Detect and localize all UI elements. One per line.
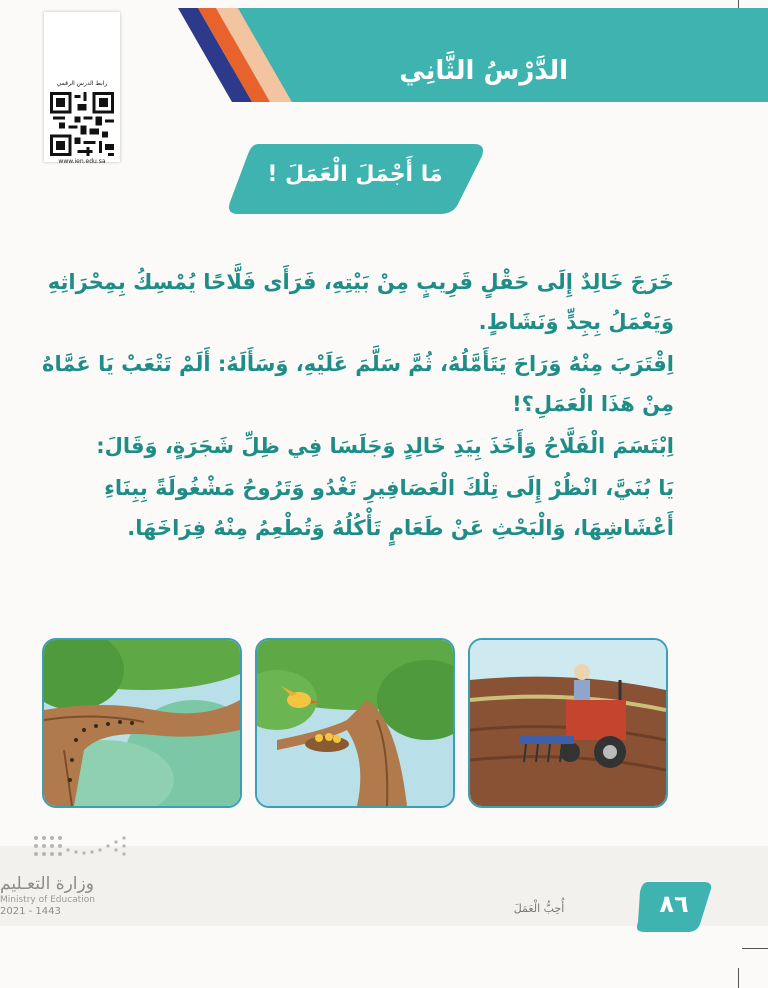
header-stripes — [168, 8, 348, 102]
story-paragraph: اِقْتَرَبَ مِنْهُ وَرَاحَ يَتَأَمَّلُهُ، ثُمَّ سَلَّمَ عَلَيْهِ، وَسَأَلَهُ: أَلَمْ تَتْعَبْ يَا عَمَّاهُ مِنْ هَذَا الْعَمَلِ؟! — [42, 352, 674, 416]
bird-nest-illustration — [257, 640, 453, 806]
story-paragraph: خَرَجَ خَالِدٌ إِلَى حَقْلٍ قَرِيبٍ مِنْ بَيْتِهِ، فَرَأَى فَلَّاحًا يُمْسِكُ بِمِحْرَاثِهِ وَيَعْمَلُ بِجِدٍّ وَنَشَاطٍ. — [47, 270, 674, 334]
book-name: أُحِبُّ الْعَمَلَ — [513, 902, 565, 915]
picture-ants-on-tree — [42, 638, 242, 808]
qr-card[interactable] — [44, 12, 120, 165]
page-number: ٨٦ — [659, 890, 689, 918]
story-paragraph: اِبْتَسَمَ الْفَلَّاحُ وَأَخَذَ بِيَدِ خَالِدٍ وَجَلَسَا فِي ظِلِّ شَجَرَةٍ، وَقَالَ: — [96, 434, 674, 458]
story-paragraph: يَا بُنَيَّ، انْظُرْ إِلَى تِلْكَ الْعَصَافِيرِ تَغْدُو وَتَرُوحُ مَشْغُولَةً بِبِنَاءِ أَعْشَاشِهَا، وَالْبَحْثِ عَنْ طَعَامٍ تَأْكُلُهُ وَتُطْعِمُ مِنْهُ فِرَاخَهَا. — [104, 476, 674, 540]
story-title: مَا أَجْمَلَ الْعَمَلَ ! — [267, 162, 443, 187]
lesson-title: الدَّرْسُ الثَّانِي — [399, 56, 568, 86]
edition-year: 2021 - 1443 — [0, 906, 61, 917]
qr-caption: رابط الدرس الرقمي — [56, 80, 108, 87]
qr-code-icon[interactable] — [50, 92, 114, 156]
crop-mark — [742, 948, 768, 949]
ministry-name-english: Ministry of Education — [0, 895, 95, 905]
qr-url[interactable]: www.ien.edu.sa — [58, 158, 106, 165]
story-text — [40, 262, 700, 550]
picture-bird-nest — [255, 638, 455, 808]
ministry-name-arabic: وزارة التعـليم — [0, 874, 94, 894]
picture-farmer-tractor — [468, 638, 668, 808]
ministry-logo-icon — [30, 832, 130, 866]
ants-tree-illustration — [44, 640, 240, 806]
crop-mark — [738, 968, 739, 988]
farmer-tractor-illustration — [470, 640, 666, 806]
